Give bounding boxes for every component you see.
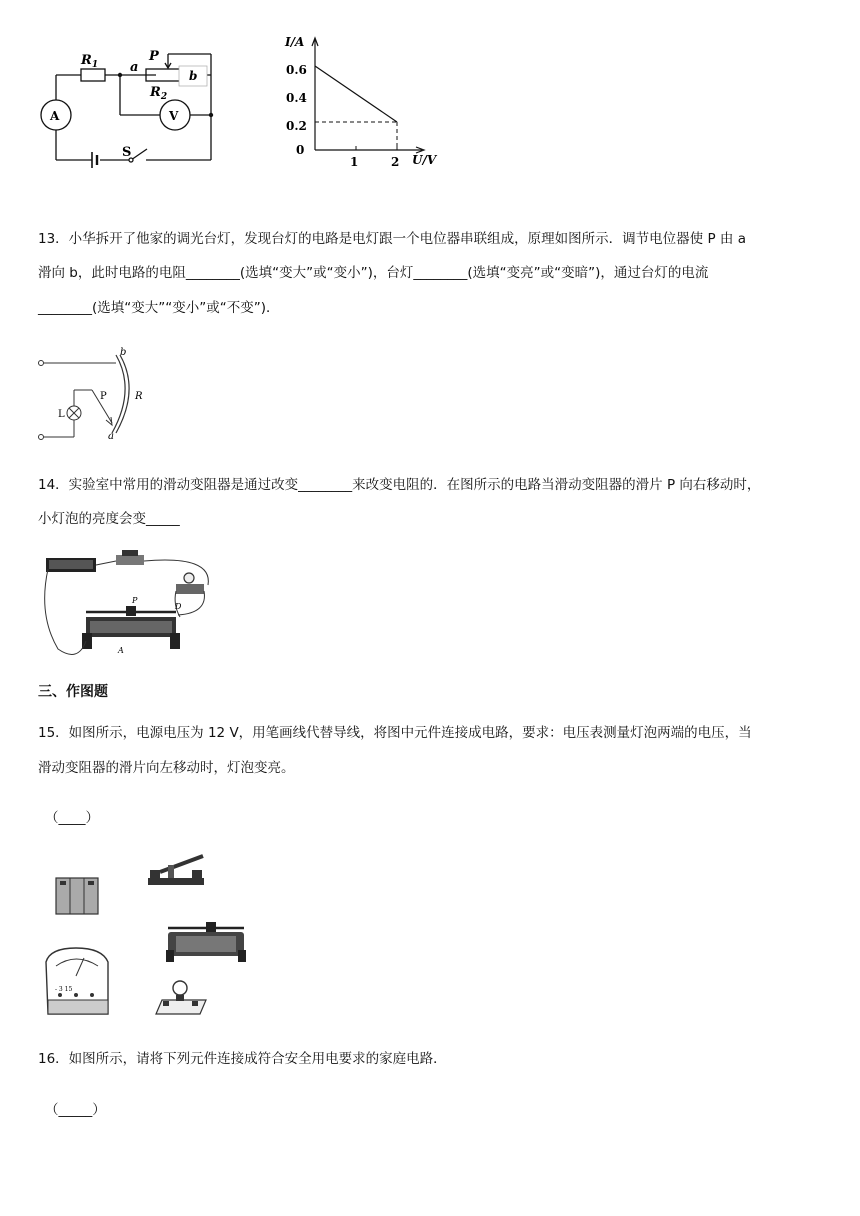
rheostat-photo-diagram bbox=[38, 545, 223, 663]
section-3-heading: 三、作图题 bbox=[38, 684, 108, 700]
rheostat-d-label: D bbox=[175, 602, 182, 611]
graph-xtick-2: 2 bbox=[391, 155, 400, 169]
rheostat-p-label: P bbox=[132, 596, 138, 605]
r2-subscript: 2 bbox=[160, 92, 168, 102]
r1-subscript: 1 bbox=[91, 60, 99, 70]
voltmeter-icon bbox=[46, 948, 108, 1014]
svg-text:R2 bbox=[149, 85, 167, 102]
dimmer-a-label: a bbox=[108, 431, 114, 442]
question-16-answer-blank: （_____） bbox=[45, 1102, 106, 1118]
dimmer-r-label: R bbox=[135, 391, 143, 402]
question-13-line-2: 滑向 b，此时电路的电阻________(选填“变大”或“变小”)，台灯________(选填“变亮”或“变暗”)，通过台灯的电流 bbox=[38, 265, 709, 281]
lamp-icon bbox=[156, 981, 206, 1014]
battery-pack-icon bbox=[56, 878, 98, 914]
graph-ytick-0.2: 0.2 bbox=[286, 119, 307, 133]
voltmeter-label: V bbox=[169, 109, 179, 123]
dimmer-p-label: P bbox=[100, 391, 107, 402]
rheostat-a-label: A bbox=[118, 646, 124, 655]
question-14-line-2: 小灯泡的亮度会变_____ bbox=[38, 511, 180, 527]
question-14-line-1: 14．实验室中常用的滑动变阻器是通过改变________来改变电阻的．在图所示的电路当滑动变阻器的滑片 P 向右移动时， bbox=[38, 477, 761, 493]
voltmeter-terminal-labels: - 3 15 bbox=[55, 986, 73, 993]
rheostat-icon bbox=[166, 922, 246, 962]
graph-ytick-0: 0 bbox=[296, 143, 305, 157]
circuit-diagram bbox=[36, 40, 226, 175]
r2-label: R bbox=[150, 85, 161, 100]
graph-y-label: I/A bbox=[285, 35, 305, 49]
question-15-answer-blank: （____） bbox=[45, 810, 99, 826]
question-13-line-3: ________(选填“变大”“变小”或“不变”)． bbox=[38, 300, 280, 316]
graph-x-label: U/V bbox=[412, 153, 437, 167]
components-diagram bbox=[40, 850, 255, 1020]
question-16-line-1: 16．如图所示，请将下列元件连接成符合安全用电要求的家庭电路． bbox=[38, 1051, 447, 1067]
svg-text:R1 bbox=[80, 53, 98, 70]
graph-xtick-1: 1 bbox=[350, 155, 359, 169]
question-15-line-1: 15．如图所示，电源电压为 12 V，用笔画线代替导线，将图中元件连接成电路，要求：电压表测量灯泡两端的电压，当 bbox=[38, 725, 752, 741]
iu-line bbox=[315, 66, 397, 122]
graph-ytick-0.4: 0.4 bbox=[286, 91, 307, 105]
current-voltage-graph bbox=[280, 30, 455, 175]
dimmer-lamp-diagram bbox=[34, 345, 164, 445]
dimmer-b-label: b bbox=[120, 347, 127, 358]
knife-switch-icon bbox=[148, 856, 204, 885]
question-15-line-2: 滑动变阻器的滑片向左移动时，灯泡变亮。 bbox=[38, 760, 295, 776]
point-a-label: a bbox=[130, 60, 139, 75]
point-b-label: b bbox=[189, 69, 198, 83]
ammeter-label: A bbox=[50, 109, 60, 123]
lamp-l-label: L bbox=[58, 409, 65, 420]
slider-p-label: P bbox=[149, 49, 159, 64]
graph-ytick-0.6: 0.6 bbox=[286, 63, 307, 77]
question-13-line-1: 13．小华拆开了他家的调光台灯，发现台灯的电路是电灯跟一个电位器串联组成，原理如图所示．调节电位器使 P 由 a bbox=[38, 231, 746, 247]
switch-label: S bbox=[122, 145, 132, 160]
r1-label: R bbox=[81, 53, 92, 68]
